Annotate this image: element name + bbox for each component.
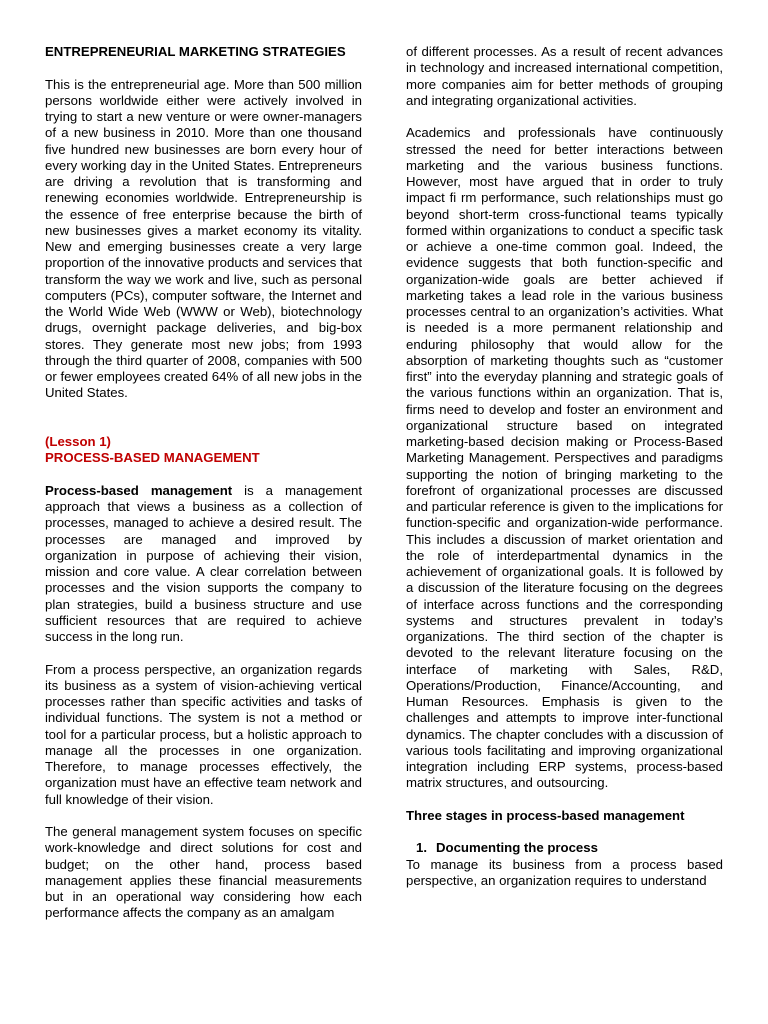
continuation-paragraph: of different processes. As a result of recent advances in technology and increased international competition, more companies aim for better methods of grouping and integrating organizational activities. [406, 44, 723, 108]
general-management-paragraph: The general management system focuses on specific work-knowledge and direct solutions for cost and budget; on the other hand, process based management applies these financial measurements but in an operational way considering how each performance affects the company as an amalgam [45, 824, 362, 921]
stages-heading: Three stages in process-based management [406, 807, 685, 823]
stage-1-number: 1. [416, 840, 427, 856]
process-perspective-paragraph: From a process perspective, an organization regards its business as a system of vision-achieving vertical processes rather than specific activities and tasks of individual functions. The system is not a method or tool for a particular process, but a holistic approach to manage all the processes in one organization. Therefore, to manage processes effectively, the organization must have an effective team network and full knowledge of their vision. [45, 661, 362, 807]
left-column [45, 44, 362, 922]
stage-1-heading [416, 840, 723, 856]
pbm-term: Process-based management [45, 482, 233, 498]
stage-1-title: Documenting the process [436, 840, 598, 856]
lesson-label: (Lesson 1) [45, 434, 111, 449]
academics-paragraph: Academics and professionals have continuously stressed the need for better interactions between marketing and the various business functions. However, most have argued that in order to truly impact fi rm performance, such relationships must go beyond short-term cross-functional teams typically formed within organizations to conduct a specific task or achieve a one-time common goal. Indeed, the evidence suggests that both function-specific and organization-wide goals are better achieved if marketing takes a lead role in the various business processes central to an organization’s activities. What is needed is a more permanent relationship and enduring philosophy that would allow for the absorption of marketing thoughts such as “customer first” into the everyday planning and strategic goals of the various functions within an organization. That is, firms need to develop and foster an environment and organizational structure based on integrated marketing-based decision making or Process-Based Marketing Management. Perspectives and paradigms supporting the notion of bringing marketing to the forefront of organizational processes are discussed and particular reference is given to the implications for function-specific and organization-wide performance. This includes a discussion of market orientation and the role of interdepartmental dynamics in the achievement of organizational goals. It is followed by a discussion of the literature focusing on the degrees of interface across functions and the corresponding systems and structures prevalent in today’s organizations. The third section of the chapter is devoted to the relevant literature focusing on the interface of marketing with Sales, R&D, Operations/Production, Finance/Accounting, and Human Resources. Emphasis is given to the challenges and attempts to improve inter-functional dynamics. The chapter concludes with a discussion of various tools facilitating and improving organizational integration including ERP systems, process-based matrix structures, and outsourcing. [406, 125, 723, 791]
pbm-definition-text: is a management approach that views a business as a collection of processes, managed to achieve a desired result. The processes are managed and improved by organization in purpose of achieving their vision, mission and core value. A clear correlation between processes and the vision supports the company to plan strategies, build a business structure and use sufficient resources that are required to achieve success in the long run. [45, 482, 362, 644]
right-column [406, 44, 723, 889]
pbm-definition-paragraph [45, 483, 362, 646]
stage-1-text: To manage its business from a process based perspective, an organization requires to understand [406, 856, 723, 888]
lesson-title: PROCESS-BASED MANAGEMENT [45, 450, 260, 466]
intro-paragraph: This is the entrepreneurial age. More than 500 million persons worldwide either were actively involved in trying to start a new venture or were owner-managers of a new business in 2010. More than one thousand five hundred new businesses are born every hour of every working day in the United States. Entrepreneurs are driving a revolution that is transforming and renewing economies worldwide. Entrepreneurship is the essence of free enterprise because the birth of new businesses gives a market economy its vitality. New and emerging businesses create a very large proportion of the innovative products and services that transform the way we work and live, such as personal computers (PCs), computer software, the Internet and the World Wide Web (WWW or Web), biotechnology drugs, overnight package deliveries, and big-box stores. They generate most new jobs; from 1993 through the third quarter of 2008, companies with 500 or fewer employees created 64% of all new jobs in the United States. [45, 76, 362, 401]
document-title: ENTREPRENEURIAL MARKETING STRATEGIES [45, 44, 346, 59]
